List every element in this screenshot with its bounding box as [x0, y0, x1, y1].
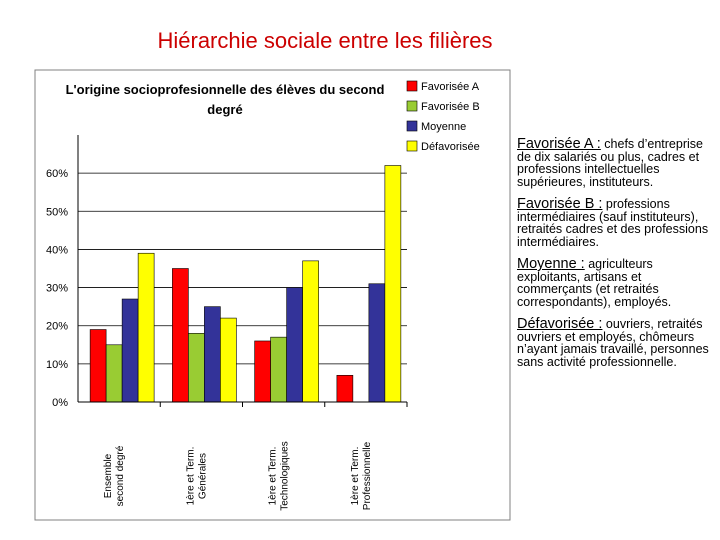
legend-label: Moyenne — [421, 121, 467, 133]
definition-text: ouvriers, retraités ouvriers et employés, chômeurs n’ayant jamais travaillé, personnes sans activité professionnelle. — [517, 317, 709, 369]
definition-term: Défavorisée : — [517, 316, 603, 332]
legend-swatch — [407, 101, 417, 111]
bar — [220, 318, 236, 402]
chart-title-line-1: L'origine socioprofesionnelle des élèves du second — [65, 82, 385, 97]
bar — [255, 341, 271, 402]
chart-title-line-2: degré — [207, 102, 243, 117]
y-tick-label: 50% — [45, 206, 68, 219]
bar — [385, 166, 401, 402]
bar — [287, 288, 303, 402]
x-tick-label: 1ère et Term. — [185, 446, 197, 506]
definition-note — [517, 138, 713, 188]
y-tick-label: 20% — [45, 320, 68, 333]
bar — [337, 375, 353, 402]
x-tick-label: second degré — [115, 445, 127, 507]
bar — [106, 345, 122, 402]
bar — [188, 333, 204, 402]
y-tick-label: 60% — [45, 168, 68, 181]
legend-label: Favorisée A — [421, 81, 480, 93]
legend-swatch — [407, 121, 417, 131]
y-tick-label: 0% — [52, 397, 68, 409]
bar — [369, 284, 385, 402]
slide-title: Hiérarchie sociale entre les filières — [157, 28, 493, 53]
y-tick-label: 10% — [45, 358, 68, 371]
x-tick-label: Professionnelle — [361, 441, 373, 511]
y-tick-label: 30% — [45, 282, 68, 295]
x-tick-label: 1ère et Term. — [267, 446, 279, 506]
definition-term: Moyenne : — [517, 256, 585, 272]
definitions-panel — [517, 138, 713, 378]
bar — [271, 337, 287, 402]
bar — [122, 299, 138, 402]
definition-term: Favorisée A : — [517, 136, 601, 152]
definition-term: Favorisée B : — [517, 196, 603, 212]
legend-label: Défavorisée — [421, 141, 480, 153]
definition-note — [517, 198, 713, 248]
bar — [303, 261, 319, 402]
legend-label: Favorisée B — [421, 101, 480, 113]
definition-note — [517, 318, 713, 368]
bar — [138, 253, 154, 402]
definition-text: agriculteurs exploitants, artisans et commerçants (et retraités correspondants), employés. — [517, 257, 672, 309]
definition-note — [517, 258, 713, 308]
bar — [90, 330, 106, 402]
legend-swatch — [407, 81, 417, 91]
x-tick-label: Technologiques — [279, 441, 291, 511]
legend-swatch — [407, 141, 417, 151]
x-tick-label: 1ère et Term. — [349, 446, 361, 506]
definition-text: chefs d’entreprise de dix salariés ou plus, cadres et professions intellectuelles supérieures, instituteurs. — [517, 137, 703, 189]
y-tick-label: 40% — [45, 244, 68, 257]
x-tick-label: Ensemble — [103, 453, 115, 499]
x-tick-label: Générales — [197, 452, 209, 500]
bar — [172, 269, 188, 403]
bar — [204, 307, 220, 402]
definition-text: professions intermédiaires (sauf instituteurs), retraités cadres et des professions intermédiaires. — [517, 197, 709, 249]
